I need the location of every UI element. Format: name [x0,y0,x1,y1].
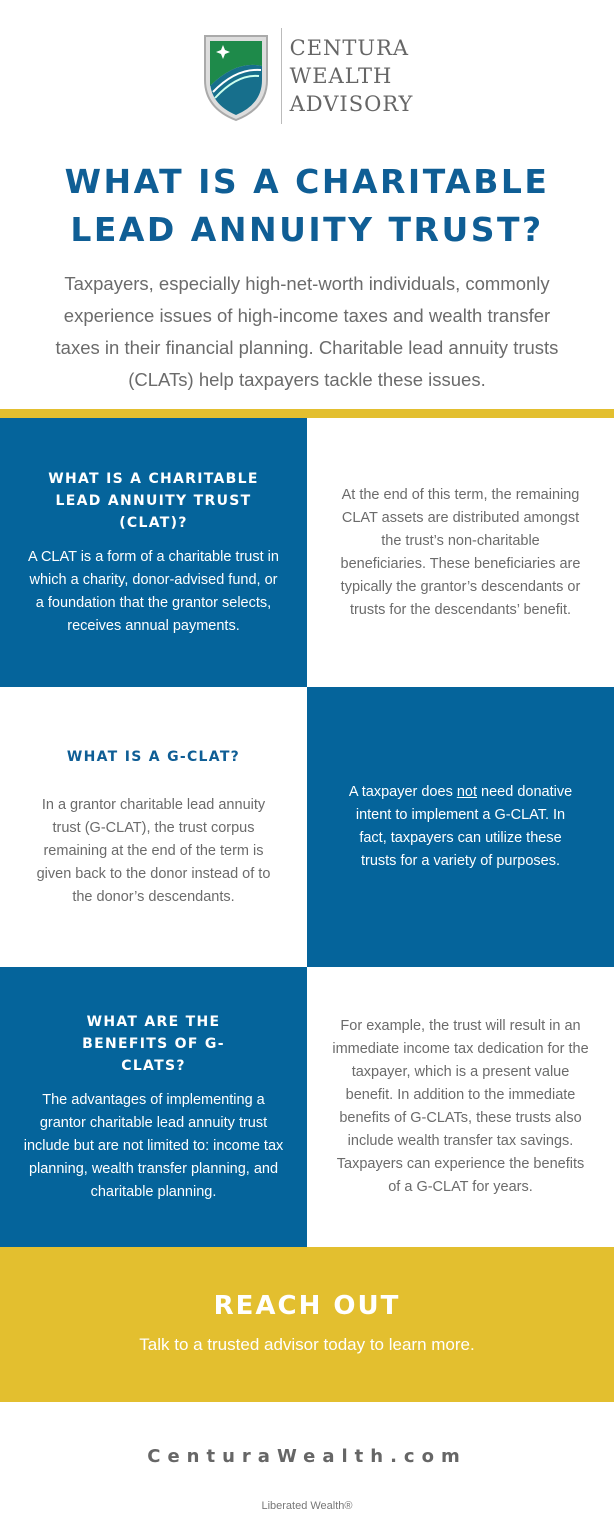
section-heading: WHAT IS A G-CLAT? [66,748,241,765]
section-heading: WHAT IS A CHARITABLE LEAD ANNUITY TRUST (CLAT)? [48,470,259,531]
gclat-intent-card [307,687,614,967]
intro-paragraph: Taxpayers, especially high-net-worth individuals, commonly experience issues of high-income taxes and wealth transfer taxes in their financial planning. Charitable lead annuity trusts (CLATs) help taxpayers tackle these issues. [55,273,559,390]
text-part: need donative intent to implement a G-CLAT. In fact, taxpayers can utilize these trusts for a variety of purposes. [355,784,573,869]
title-line: WHAT IS A CHARITABLE [64,162,550,201]
section-body: In a grantor charitable lead annuity trust (G-CLAT), the trust corpus remaining at the end of the term is given back to the donor instead of to the donor’s descendants. [36,796,271,905]
title-line: LEAD ANNUITY TRUST? [70,210,544,249]
shield-logo-icon [201,30,271,122]
gclat-definition-card [0,687,307,967]
clat-definition-card [0,418,307,687]
cta-text: Talk to a trusted advisor today to learn more. [139,1335,475,1354]
logo-line: ADVISORY [289,92,414,116]
text-part: A taxpayer does [348,784,457,800]
gclat-example-card [307,967,614,1247]
underlined-text: not [456,784,478,800]
logo-line: CENTURA [289,36,410,60]
company-logo [0,28,614,124]
logo-line: WEALTH [289,64,393,88]
section-body: A CLAT is a form of a charitable trust in which a charity, donor-advised fund, or a foundation that the grantor selects, receives annual payments. [28,548,279,634]
gclat-benefits-card [0,967,307,1247]
section-side-text: For example, the trust will result in an immediate income tax dedication for the taxpayer, which is a present value benefit. In addition to the immediate benefits of G-CLATs, these trusts also include wealth transfer tax savings. Taxpayers can experience the benefits of a G-CLAT for years. [332,1018,589,1195]
page-title [0,158,614,254]
section-side-text [341,781,580,873]
logo-wordmark [290,34,414,118]
section-body: The advantages of implementing a grantor charitable lead annuity trust include but are not limited to: income tax planning, wealth transfer planning, and charitable planning. [23,1091,284,1200]
clat-term-card [307,418,614,687]
logo-divider [281,28,282,124]
section-side-text: At the end of this term, the remaining CLAT assets are distributed amongst the trust’s non-charitable beneficiaries. These beneficiaries are typically the grantor’s descendants or trusts for the descendants’ benefit. [340,486,581,618]
gold-divider-bar [0,409,614,418]
reach-out-banner [0,1247,614,1402]
cta-heading: REACH OUT [213,1291,401,1321]
section-heading: WHAT ARE THE BENEFITS OF G-CLATS? [82,1013,225,1074]
info-grid [0,418,614,1247]
tagline: Liberated Wealth® [261,1500,353,1512]
website-link[interactable]: CenturaWealth.com [147,1446,467,1467]
